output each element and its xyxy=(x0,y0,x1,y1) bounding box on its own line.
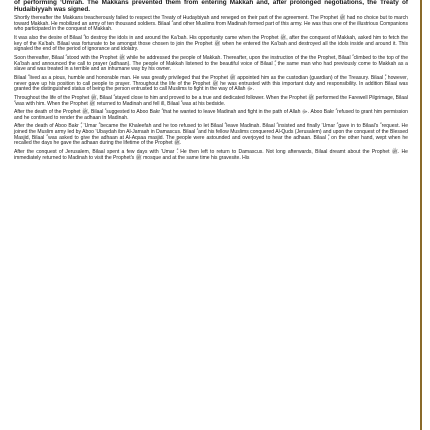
paragraph-7: After the death of Aboo Bakr ؓ, ‘Umar ؓ became the Khaleefah and he too refused to let Bilaal ؓ leave Madinah. Bilaal ؓ insisted and finally ‘Umar ؓ gave in to Bilaal's ؓ request. He joined the Muslim army led by Aboo ‘Ubaydah ibn Al-Jarraah in Damascus. Bilaal ؓ and his fellow Muslims conquered Al-Quds (Jerusalem) and upon the conquest of the Blessed Masjid, Bilaal ؓ was asked to give the adhaan at Al-Aqsaa masjid. The people were astounded and overjoyed to hear the adhaan. Bilaal ؓ, on the other hand, wept when he recalled the days he gave the adhaan during the lifetime of the Prophet ﷺ. xyxy=(14,123,408,147)
paragraph-3: Soon thereafter, Bilaal ؓ stood with the Prophet ﷺ while he addressed the people of Makkah. Thereafter, upon the instruction of the the Prophet, Bilaal ؓ climbed to the top of the Ka‘bah and announced the call to prayer (adhaan). The people of Makkah listened to the beautiful voice of Bilaal ؓ, the same man who had previously come to Makkah as a slave and was treated in a terrible and an inhumane way by his owner. xyxy=(14,54,408,73)
paragraph-2: It was also the desire of Bilaal ؓ to destroy the idols in and around the Ka‘bah. His opportunity came when the Prophet ﷺ, after the conquest of Makkah, asked him to fetch the key of the Ka‘bah. Bilaal was fortunate to be amongst those chosen to join the Prophet ﷺ when he entered the Ka‘bah and destroyed all the idols inside and around it. This signaled the end of the period of ignorance and idolatry. xyxy=(14,34,408,53)
paragraph-1: Shortly thereafter the Makkans treacherously failed to respect the Treaty of Hudaybiyah and reneged on their part of the agreement. The Prophet ﷺ had no choice but to march toward Makkah. He mobilized an army of ten thousand soldiers. Bilaal ؓ and other Muslims from Madinah formed part of this army. He was thus one of the illustrious Companions who participated in the conquest of Makkah. xyxy=(14,14,408,33)
paragraph-6: After the death of the Prophet ﷺ, Bilaal ؓ suggested to Aboo Bakr ؓ that he wanted to leave Madinah and fight in the path of Allah ﷻ. Aboo Bakr ؓ refused to grant him permission and he continued to render the adhaan in Madinah. xyxy=(14,108,408,121)
paragraph-4: Bilaal ؓ lived as a pious, humble and honorable man. He was greatly privileged that the Prophet ﷺ appointed him as the custodian (guardian) of the Treasury. Bilaal ؓ, however, never gave up his position to call people to prayer. Throughout the life of the Prophet ﷺ he was entrusted with this important duty and responsibility. In addition Bilaal was granted the distinguished status of being the person entrusted to call Muslims to fight in the way of Allah ﷻ. xyxy=(14,74,408,93)
paragraph-0: of performing ‘Umrah. The Makkans prevented them from entering Makkah and, after prolonged negotiations, the Treaty of Hudaibiyyah was signed. xyxy=(14,0,408,13)
margin-rule xyxy=(420,0,422,430)
paragraph-5: Throughout the life of the Prophet ﷺ, Bilaal ؓ stayed close to him and proved to be a true and dedicated follower. When the Prophet ﷺ performed the Farewell Pilgrimage, Bilaal ؓ was with him. When the Prophet ﷺ returned to Madinah and fell ill, Bilaal ؓ was at his bedside. xyxy=(14,94,408,107)
paragraph-8: After the conquest of Jerusalem, Bilaal spent a few days with ‘Umar ؓ. He then left to return to Damascus. Not long afterwards, Bilaal dreamt about the Prophet ﷺ. He immediately returned to Madinah to visit the Prophet's ﷺ mosque and at the same time his gravesite. His xyxy=(14,148,408,161)
